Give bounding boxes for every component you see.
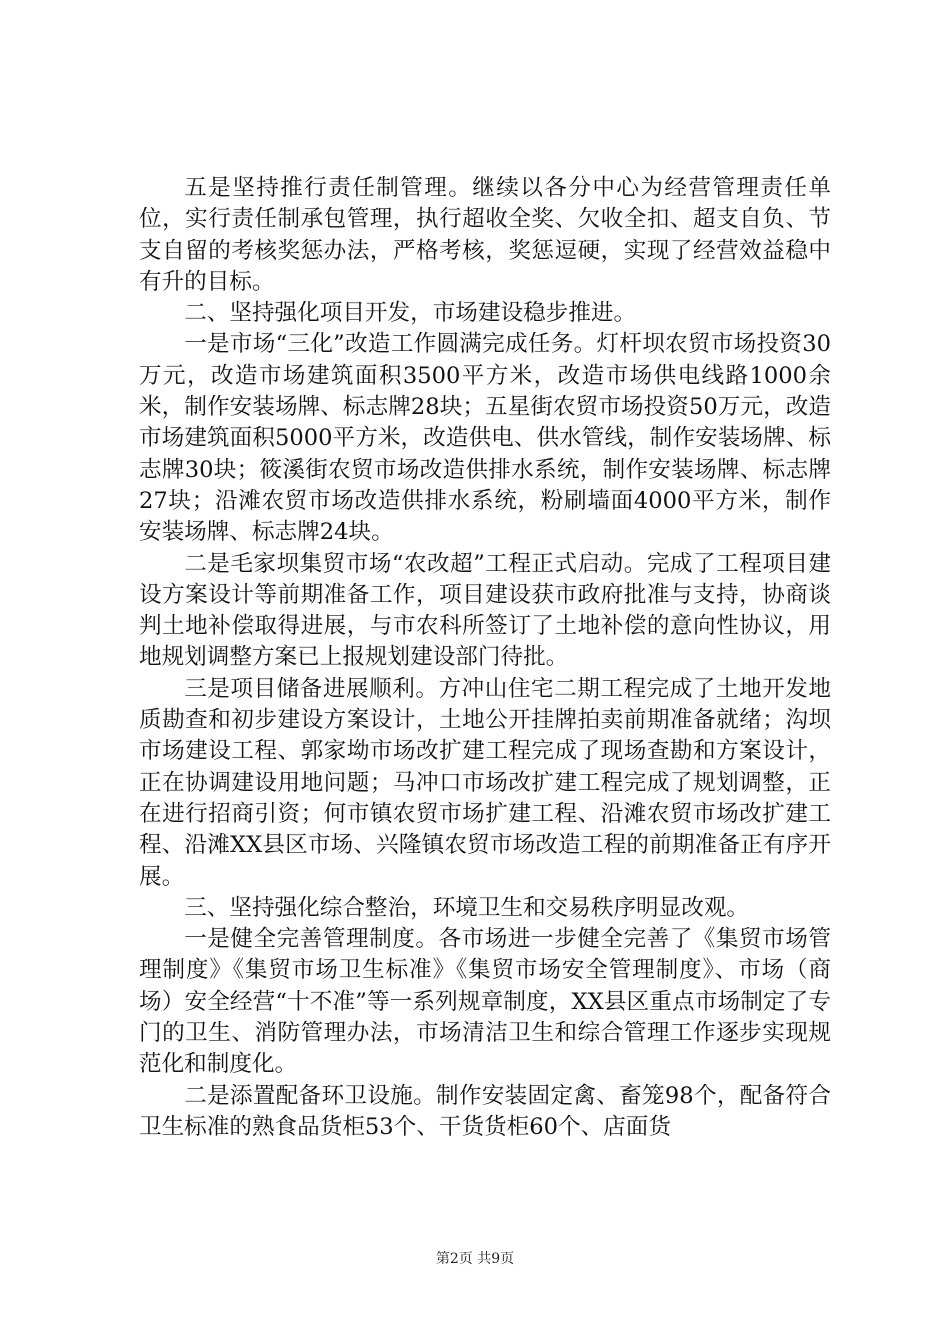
paragraph-sanitation-facilities: 二是添置配备环卫设施。制作安装固定禽、畜笼98个，配备符合卫生标准的熟食品货柜53个、干货货柜60个、店面货 [139,1082,831,1140]
section-heading-comprehensive-rectification: 三、坚持强化综合整治，环境卫生和交易秩序明显改观。 [184,894,750,921]
page-number-footer: 第2页 共9页 [435,1251,515,1267]
paragraph-maojiaba-project: 二是毛家坝集贸市场“农改超”工程正式启动。完成了工程项目建设方案设计等前期准备工作，项目建设获市政府批准与支持，协商谈判土地补偿取得进展，与市农科所签订了土地补偿的意向性协议，用地规划调整方案已上报规划建设部门待批。 [139,550,831,671]
section-heading-project-development: 二、坚持强化项目开发，市场建设稳步推进。 [184,300,637,327]
paragraph-project-reserve: 三是项目储备进展顺利。方冲山住宅二期工程完成了土地开发地质勘查和初步建设方案设计，土地公开挂牌拍卖前期准备就绪；沟坝市场建设工程、郭家坳市场改扩建工程完成了现场查勘和方案设计，正在协调建设用地问题；马冲口市场改扩建工程完成了规划调整，正在进行招商引资；何市镇农贸市场扩建工程、沿滩农贸市场改扩建工程、沿滩XX县区市场、兴隆镇农贸市场改造工程的前期准备正有序开展。 [139,675,831,890]
document-body [139,173,831,1143]
paragraph-management-system: 一是健全完善管理制度。各市场进一步健全完善了《集贸市场管理制度》《集贸市场卫生标准》《集贸市场安全管理制度》、市场（商场）安全经营“十不准”等一系列规章制度，XX县区重点市场制定了专门的卫生、消防管理办法，市场清洁卫生和综合管理工作逐步实现规范化和制度化。 [139,926,831,1078]
paragraph-market-renovation: 一是市场“三化”改造工作圆满完成任务。灯杆坝农贸市场投资30万元，改造市场建筑面积3500平方米，改造市场供电线路1000余米，制作安装场牌、标志牌28块；五星街农贸市场投资50万元，改造市场建筑面积5000平方米，改造供电、供水管线，制作安装场牌、标志牌30块；筱溪街农贸市场改造供排水系统，制作安装场牌、标志牌27块；沿滩农贸市场改造供排水系统，粉刷墙面4000平方米，制作安装场牌、标志牌24块。 [139,331,831,546]
paragraph-responsibility-system: 五是坚持推行责任制管理。继续以各分中心为经营管理责任单位，实行责任制承包管理，执行超收全奖、欠收全扣、超支自负、节支自留的考核奖惩办法，严格考核，奖惩逗硬，实现了经营效益稳中有升的目标。 [139,175,831,295]
